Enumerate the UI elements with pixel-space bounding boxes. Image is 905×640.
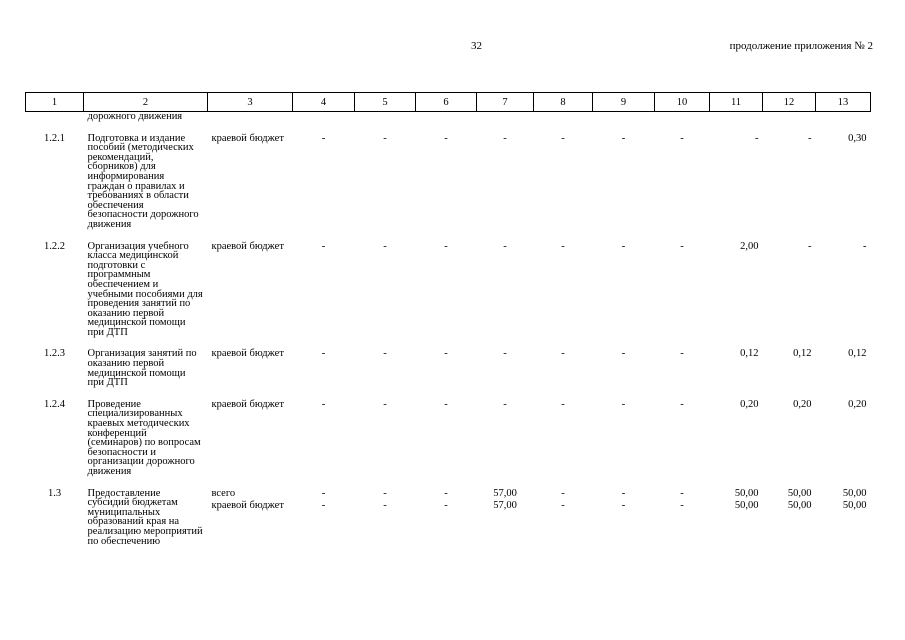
value-cell — [416, 337, 477, 387]
value: - — [621, 132, 626, 144]
funding-source: краевой бюджет — [211, 348, 284, 360]
value: - — [621, 398, 626, 410]
funding-source-cell — [208, 388, 293, 477]
value-cell — [534, 388, 593, 477]
value-cell — [816, 230, 871, 338]
value-cell — [534, 337, 593, 387]
value: - — [444, 132, 448, 144]
value: - — [561, 240, 565, 252]
row-number: 1.2.3 — [44, 348, 65, 360]
table-row — [26, 388, 871, 477]
value: 0,12 — [793, 348, 812, 360]
value-cell — [293, 122, 355, 230]
row-number: 1.3 — [47, 487, 62, 499]
row-description: Предоставление субсидий бюджетам муниципальных образований края на реализацию мероприятий по обеспечению — [87, 487, 203, 547]
value: - — [621, 500, 626, 512]
value: 57,00 — [493, 487, 517, 499]
value-cell — [710, 230, 763, 338]
value: 0,20 — [848, 398, 867, 410]
value-cell — [534, 122, 593, 230]
value-cell — [477, 122, 534, 230]
funding-source-cell — [208, 230, 293, 338]
value-cell — [293, 230, 355, 338]
value-cell — [534, 230, 593, 338]
value: 50,00 — [787, 487, 812, 499]
funding-source-cell — [208, 122, 293, 230]
value: 50,00 — [842, 500, 867, 512]
value: - — [503, 240, 507, 252]
value: - — [680, 348, 684, 360]
value: 50,00 — [734, 500, 759, 512]
value-cell — [816, 477, 871, 547]
value: - — [383, 487, 387, 499]
column-header: 9 — [593, 93, 655, 112]
value: - — [621, 240, 626, 252]
row-description: Проведение специализированных краевых методических конференций (семинаров) по вопросам безопасности и организации дорожного движения — [87, 398, 201, 477]
value: - — [561, 132, 565, 144]
column-header: 10 — [655, 93, 710, 112]
value-cell — [593, 477, 655, 547]
value-cell — [763, 230, 816, 338]
value-cell — [355, 337, 416, 387]
value: - — [444, 500, 448, 512]
value: 0,12 — [740, 348, 759, 360]
row-description: Подготовка и издание пособий (методических рекомендаций, сборников) для информирования граждан о правилах и требованиях в области обеспечения безопасности дорожного движения — [87, 132, 199, 230]
carry-over-text: дорожного движения — [87, 111, 183, 122]
column-header: 13 — [816, 93, 871, 112]
value-cell — [355, 122, 416, 230]
row-description: Организация занятий по оказанию первой медицинской помощи при ДТП — [87, 348, 197, 389]
value-cell — [816, 122, 871, 230]
value-cell — [293, 388, 355, 477]
value: - — [808, 132, 812, 144]
value: - — [680, 132, 684, 144]
value: - — [561, 487, 565, 499]
value-cell — [816, 337, 871, 387]
column-header: 3 — [208, 93, 293, 112]
value: - — [621, 487, 626, 499]
value: - — [444, 487, 448, 499]
funding-source: краевой бюджет — [211, 500, 284, 512]
value: - — [503, 348, 507, 360]
funding-source: всего — [211, 487, 236, 499]
row-description: Организация учебного класса медицинской подготовки с программным обеспечением и учебными пособиями для проведения занятий по оказанию первой медицинской помощи при ДТП — [87, 240, 203, 338]
value: - — [383, 398, 387, 410]
value-cell — [355, 477, 416, 547]
value: - — [321, 398, 326, 410]
value: - — [444, 398, 448, 410]
budget-table — [25, 92, 871, 546]
value: - — [321, 132, 326, 144]
table-row — [26, 230, 871, 338]
value-cell — [763, 477, 816, 547]
value-cell — [763, 337, 816, 387]
value-cell — [763, 388, 816, 477]
value-cell — [655, 388, 710, 477]
value-cell — [710, 122, 763, 230]
value-cell — [477, 477, 534, 547]
value: - — [444, 240, 448, 252]
value: - — [383, 240, 387, 252]
funding-source: краевой бюджет — [211, 132, 284, 144]
value-cell — [477, 230, 534, 338]
value: - — [321, 487, 326, 499]
row-number: 1.2.4 — [44, 398, 65, 410]
value-cell — [293, 477, 355, 547]
page-number: 32 — [471, 40, 482, 52]
column-header: 11 — [710, 93, 763, 112]
value: - — [808, 240, 812, 252]
value-cell — [710, 337, 763, 387]
column-header: 6 — [416, 93, 477, 112]
column-header: 12 — [763, 93, 816, 112]
value-cell — [816, 388, 871, 477]
value: - — [383, 500, 387, 512]
value: - — [321, 348, 326, 360]
value-cell — [655, 477, 710, 547]
value: 0,30 — [848, 132, 867, 144]
value: - — [621, 348, 626, 360]
value-cell — [655, 122, 710, 230]
value-cell — [593, 388, 655, 477]
column-header: 4 — [293, 93, 355, 112]
funding-source: краевой бюджет — [211, 240, 284, 252]
value: 0,20 — [793, 398, 812, 410]
funding-source: краевой бюджет — [211, 398, 284, 410]
value-cell — [593, 122, 655, 230]
value-cell — [355, 388, 416, 477]
value-cell — [416, 477, 477, 547]
value: - — [503, 398, 507, 410]
value: 0,12 — [848, 348, 867, 360]
value: - — [321, 240, 326, 252]
value-cell — [355, 230, 416, 338]
value: - — [680, 398, 684, 410]
funding-source-cell — [208, 337, 293, 387]
value-cell — [534, 477, 593, 547]
value-cell — [655, 337, 710, 387]
table-row — [26, 477, 871, 547]
column-header: 5 — [355, 93, 416, 112]
value-cell — [416, 122, 477, 230]
value-cell — [416, 230, 477, 338]
value: - — [383, 348, 387, 360]
value-cell — [593, 230, 655, 338]
value: 2,00 — [740, 240, 759, 252]
value: - — [503, 132, 507, 144]
value-cell — [477, 337, 534, 387]
value: 50,00 — [787, 500, 812, 512]
value: - — [561, 348, 565, 360]
table-row — [26, 337, 871, 387]
value: - — [561, 398, 565, 410]
carry-over-row — [26, 112, 871, 122]
value-cell — [293, 337, 355, 387]
continuation-label: продолжение приложения № 2 — [729, 40, 873, 52]
value: - — [680, 487, 684, 499]
table-row — [26, 122, 871, 230]
value-cell — [710, 477, 763, 547]
value-cell — [416, 388, 477, 477]
value: 50,00 — [734, 487, 759, 499]
value-cell — [763, 122, 816, 230]
value: 0,20 — [740, 398, 759, 410]
column-header: 7 — [477, 93, 534, 112]
row-number: 1.2.2 — [44, 240, 65, 252]
funding-source-cell — [208, 477, 293, 547]
value: - — [444, 348, 448, 360]
value: - — [561, 500, 565, 512]
header-row — [26, 93, 871, 112]
column-header: 8 — [534, 93, 593, 112]
column-header: 1 — [26, 93, 84, 112]
value-cell — [593, 337, 655, 387]
value: - — [321, 500, 326, 512]
value: - — [680, 240, 684, 252]
column-header: 2 — [84, 93, 208, 112]
value-cell — [477, 388, 534, 477]
value: - — [863, 240, 867, 252]
value: - — [755, 132, 759, 144]
value: 50,00 — [842, 487, 867, 499]
value: - — [680, 500, 684, 512]
row-number: 1.2.1 — [44, 132, 65, 144]
value: - — [383, 132, 387, 144]
value-cell — [710, 388, 763, 477]
value: 57,00 — [493, 500, 517, 512]
value-cell — [655, 230, 710, 338]
